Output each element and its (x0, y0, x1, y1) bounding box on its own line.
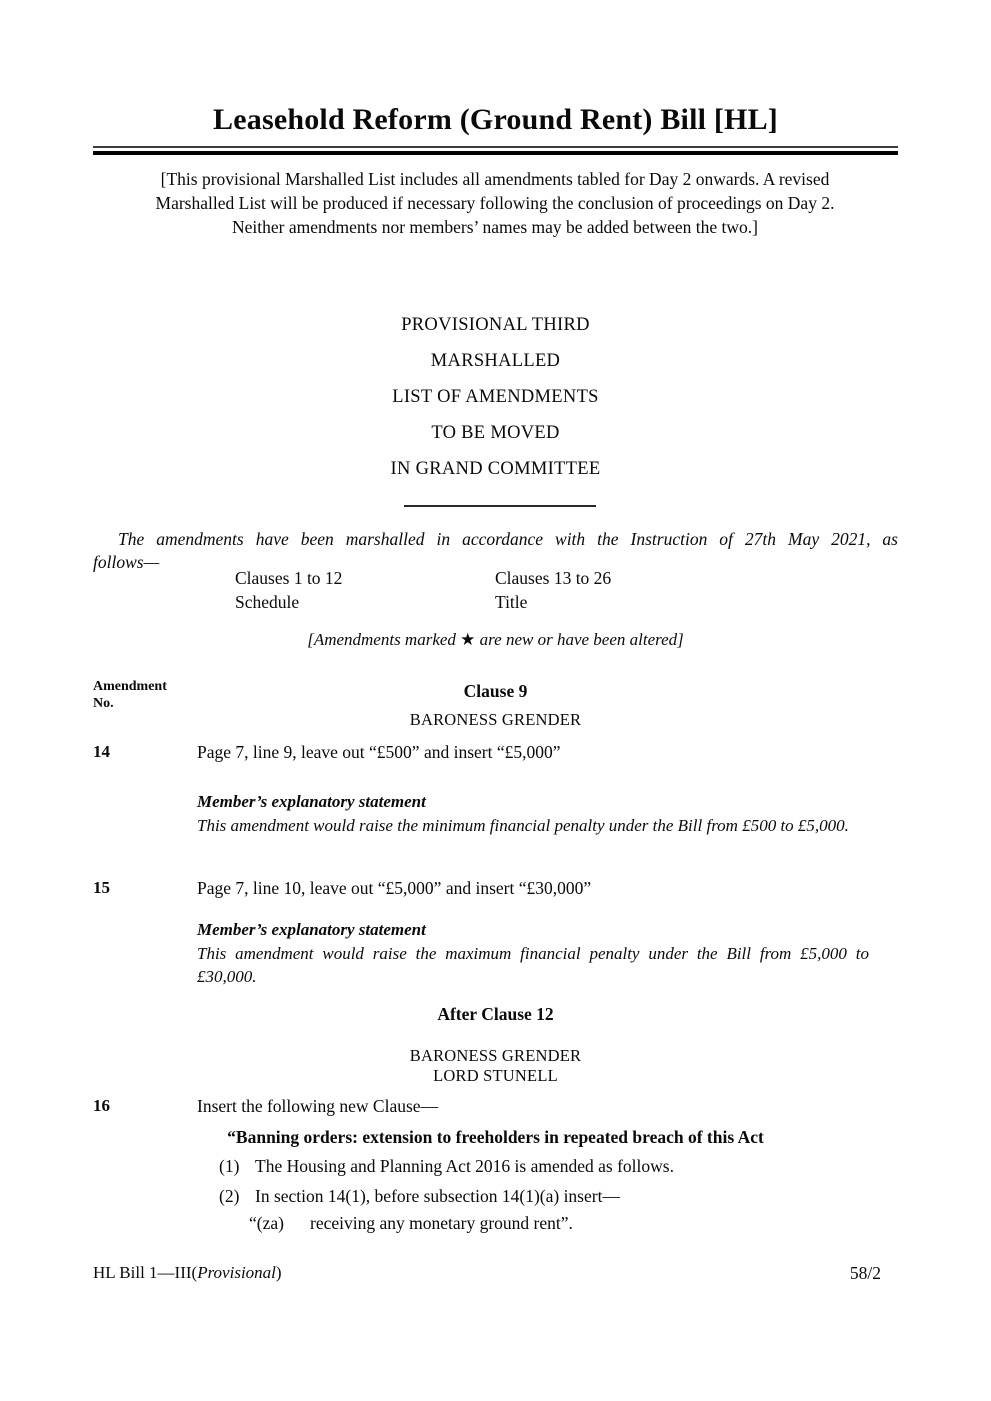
title-double-rule (93, 146, 898, 155)
after-clause12-sponsor-1: BARONESS GRENDER (409, 1046, 582, 1065)
section-divider-rule (404, 505, 596, 507)
provisional-note-line: Neither amendments nor members’ names may be added between the two.] (232, 217, 758, 237)
subsection-2-text: In section 14(1), before subsection 14(1)(a) insert— (255, 1186, 620, 1206)
marshalling-entry: Clauses 1 to 12 (235, 568, 343, 588)
amendment-15-explanatory-text: This amendment would raise the maximum financial penalty under the Bill from £5,000 to £30,000. (197, 944, 869, 986)
page-title: Leasehold Reform (Ground Rent) Bill [HL] (213, 103, 778, 136)
heading-line: TO BE MOVED (431, 423, 560, 443)
amendment-14-number: 14 (93, 742, 110, 761)
bill-reference: HL Bill 1—III(Provisional) (93, 1263, 282, 1282)
amendment-15-number: 15 (93, 878, 110, 897)
page-number: 58/2 (849, 1263, 881, 1283)
marshalling-line: follows— (93, 552, 160, 572)
amendment-15-text: Page 7, line 10, leave out “£5,000” and insert “£30,000” (197, 878, 592, 898)
amendment-no-column-label: Amendment No. (93, 679, 167, 711)
provisional-note-line: [This provisional Marshalled List includes all amendments tabled for Day 2 onwards. A revised (160, 169, 830, 189)
amendment-15-explanatory-heading: Member’s explanatory statement (197, 920, 426, 939)
marshalling-column-left (235, 566, 342, 614)
heading-line: PROVISIONAL THIRD (401, 315, 590, 335)
after-clause12-heading: After Clause 12 (437, 1004, 554, 1024)
new-clause-title: “Banning orders: extension to freeholders in repeated breach of this Act (227, 1127, 764, 1147)
star-icon: ★ (460, 630, 476, 649)
amendment-14-explanatory-text: This amendment would raise the minimum financial penalty under the Bill from £500 to £5,000. (197, 816, 849, 835)
heading-line: LIST OF AMENDMENTS (392, 387, 599, 407)
amendment-16-number: 16 (93, 1096, 110, 1115)
inserted-paragraph-text: receiving any monetary ground rent”. (310, 1213, 573, 1233)
marshalling-entry: Title (495, 592, 528, 612)
subsection-1-text: The Housing and Planning Act 2016 is amended as follows. (255, 1156, 674, 1176)
provisional-note-line: Marshalled List will be produced if necessary following the conclusion of proceedings on Day 2. (155, 193, 835, 213)
subsection-2-number: (2) (219, 1186, 240, 1206)
amendment-16-lead-in: Insert the following new Clause— (197, 1096, 439, 1116)
provisional-note (95, 167, 895, 239)
marshalling-line: The amendments have been marshalled in accordance with the Instruction of 27th May 2021, as (118, 529, 898, 549)
marshalling-entry: Schedule (235, 592, 300, 612)
marshalling-column-right (495, 566, 611, 614)
inserted-paragraph-number: “(za) (249, 1213, 284, 1233)
clause9-sponsor: BARONESS GRENDER (409, 710, 582, 729)
marshalling-entry: Clauses 13 to 26 (495, 568, 612, 588)
list-headings (0, 307, 991, 487)
heading-line: MARSHALLED (430, 351, 561, 371)
amendment-14-explanatory-heading: Member’s explanatory statement (197, 792, 426, 811)
subsection-1-number: (1) (219, 1156, 240, 1176)
bill-reference-provisional: Provisional (197, 1263, 276, 1282)
after-clause12-sponsor-2: LORD STUNELL (433, 1066, 558, 1085)
star-legend-note: [Amendments marked ★ are new or have been altered] (307, 630, 684, 649)
clause9-heading: Clause 9 (463, 681, 528, 701)
amendment-14-text: Page 7, line 9, leave out “£500” and insert “£5,000” (197, 742, 561, 762)
heading-line: IN GRAND COMMITTEE (390, 459, 601, 479)
